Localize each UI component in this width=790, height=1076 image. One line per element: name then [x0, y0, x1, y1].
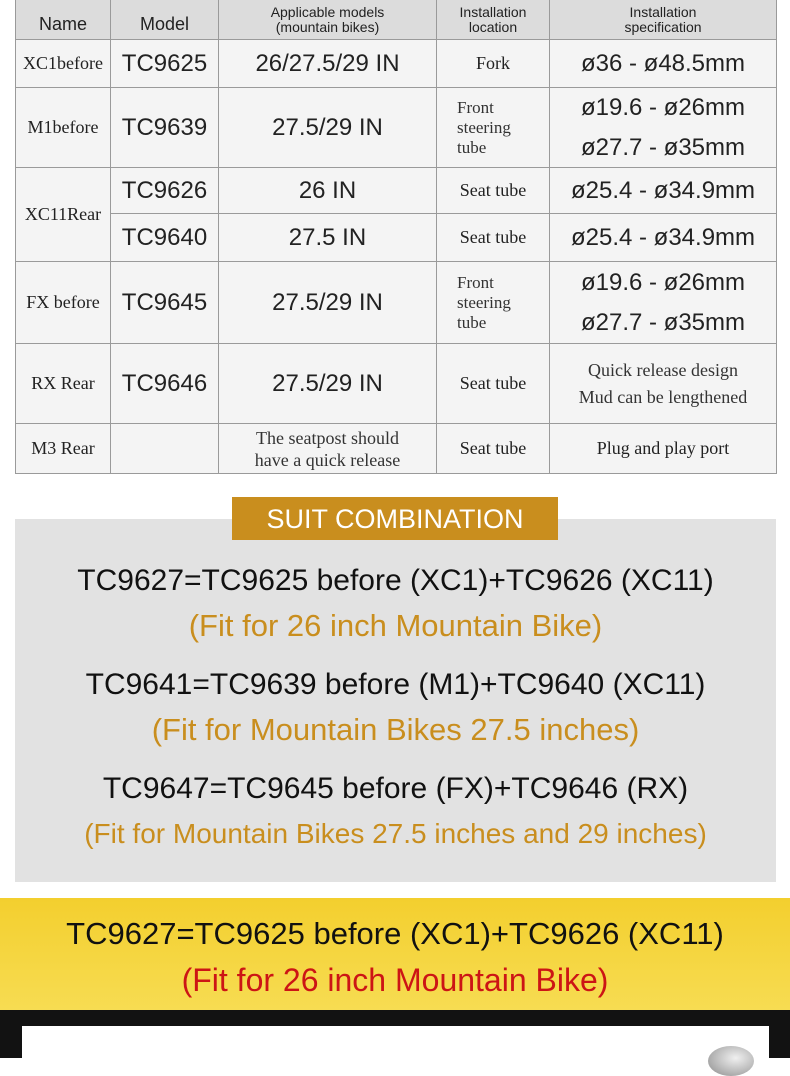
cell-location: Seat tube [437, 168, 550, 214]
table-row [16, 88, 777, 168]
cell-spec: Quick release design Mud can be lengthened [550, 344, 777, 424]
cell-spec: Plug and play port [550, 424, 777, 474]
cell-location: Front steering tube [437, 262, 550, 344]
banner-formula: TC9627=TC9625 before (XC1)+TC9626 (XC11) [66, 916, 724, 951]
cell-spec: ø36 - ø48.5mm [550, 40, 777, 88]
cell-location: Fork [437, 40, 550, 88]
cell-spec: ø19.6 - ø26mm ø27.7 - ø35mm [550, 262, 777, 344]
cell-location: Seat tube [437, 344, 550, 424]
cell-name: M3 Rear [16, 424, 111, 474]
cell-spec: ø25.4 - ø34.9mm [550, 214, 777, 262]
banner-fit: (Fit for 26 inch Mountain Bike) [181, 962, 609, 998]
cell-name: FX before [16, 262, 111, 344]
combo-fit: (Fit for 26 inch Mountain Bike) [188, 608, 603, 643]
cell-name: RX Rear [16, 344, 111, 424]
spec-table [15, 0, 777, 474]
combo-item [15, 771, 776, 853]
header-location: Installation location [437, 0, 550, 40]
table-row [16, 40, 777, 88]
table-row [16, 214, 777, 262]
cell-name: M1before [16, 88, 111, 168]
cell-model: TC9640 [111, 214, 219, 262]
product-image [708, 1046, 754, 1076]
cell-name: XC11Rear [16, 168, 111, 262]
product-photo [22, 1026, 769, 1066]
combo-formula: TC9627=TC9625 before (XC1)+TC9626 (XC11) [77, 564, 714, 597]
combo-item [15, 563, 776, 645]
combo-fit: (Fit for Mountain Bikes 27.5 inches) [151, 712, 640, 747]
product-banner [0, 898, 790, 1010]
cell-model: TC9625 [111, 40, 219, 88]
table-row [16, 262, 777, 344]
cell-location: Seat tube [437, 214, 550, 262]
header-name: Name [16, 0, 111, 40]
table-row [16, 424, 777, 474]
cell-spec: ø19.6 - ø26mm ø27.7 - ø35mm [550, 88, 777, 168]
cell-model: TC9646 [111, 344, 219, 424]
cell-model: TC9626 [111, 168, 219, 214]
combo-formula: TC9641=TC9639 before (M1)+TC9640 (XC11) [85, 668, 706, 701]
cell-location: Seat tube [437, 424, 550, 474]
cell-size: 27.5/29 IN [219, 88, 437, 168]
combo-formula: TC9647=TC9645 before (FX)+TC9646 (RX) [102, 772, 689, 805]
table-row [16, 168, 777, 214]
cell-size: The seatpost should have a quick release [219, 424, 437, 474]
cell-model: TC9639 [111, 88, 219, 168]
table-header-row [16, 0, 777, 40]
cell-size: 27.5/29 IN [219, 344, 437, 424]
cell-model: TC9645 [111, 262, 219, 344]
table-row [16, 344, 777, 424]
header-applicable: Applicable models (mountain bikes) [219, 0, 437, 40]
cell-location: Front steering tube [437, 88, 550, 168]
combo-fit: (Fit for Mountain Bikes 27.5 inches and 29 inches) [84, 818, 707, 849]
header-specification: Installation specification [550, 0, 777, 40]
cell-spec: ø25.4 - ø34.9mm [550, 168, 777, 214]
header-model: Model [111, 0, 219, 40]
cell-size: 27.5/29 IN [219, 262, 437, 344]
cell-model [111, 424, 219, 474]
cell-size: 27.5 IN [219, 214, 437, 262]
combo-item [15, 667, 776, 749]
cell-name: XC1before [16, 40, 111, 88]
cell-size: 26 IN [219, 168, 437, 214]
cell-size: 26/27.5/29 IN [219, 40, 437, 88]
suit-combination-title: SUIT COMBINATION [232, 497, 558, 540]
